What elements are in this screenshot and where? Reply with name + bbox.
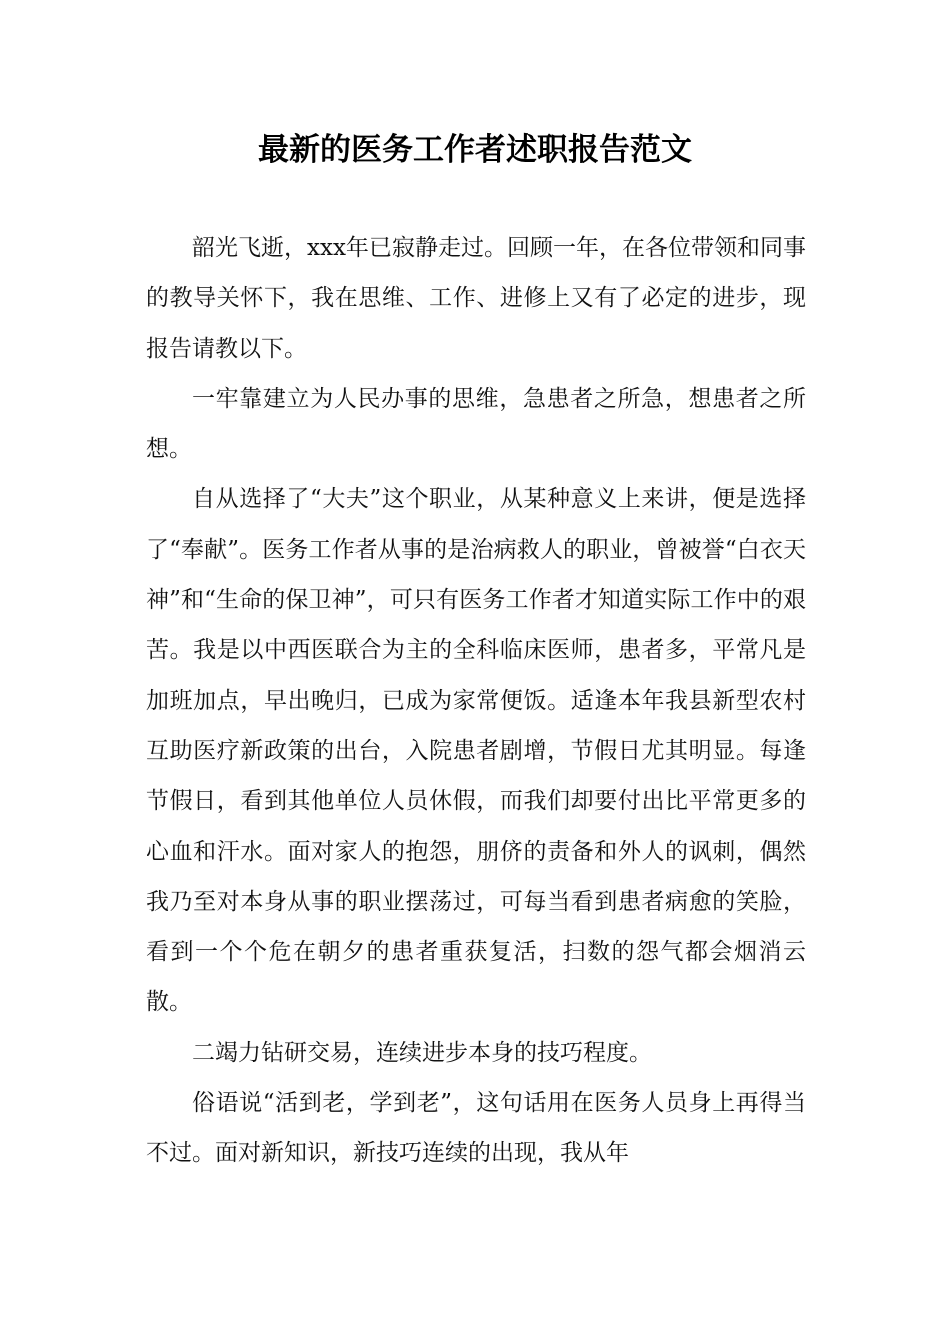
document-title: 最新的医务工作者述职报告范文: [258, 132, 692, 168]
paragraph-heading-two: 二竭力钻研交易，连续进步本身的技巧程度。: [192, 1039, 652, 1066]
paragraph-intro: 韶光飞逝，xxx年已寂静走过。回顾一年，在各位带领和同事的教导关怀下，我在思维、工作、进修上又有了必定的进步，现报告请教以下。: [146, 235, 806, 362]
paragraph-heading-one: 一牢靠建立为人民办事的思维，急患者之所急，想患者之所想。: [146, 385, 806, 463]
document-body: [146, 223, 806, 1179]
paragraph-learning: 俗语说“活到老，学到老”，这句话用在医务人员身上再得当不过。面对新知识，新技巧连续的出现，我从年: [146, 1090, 806, 1167]
paragraph-dedication: 自从选择了“大夫”这个职业，从某种意义上来讲，便是选择了“奉献”。医务工作者从事的是治病救人的职业，曾被誉“白衣天神”和“生命的保卫神”，可只有医务工作者才知道实际工作中的艰苦。我是以中西医联合为主的全科临床医师，患者多，平常凡是加班加点，早出晚归，已成为家常便饭。适逢本年我县新型农村互助医疗新政策的出台，入院患者剧增，节假日尤其明显。每逢节假日，看到其他单位人员休假，而我们却要付出比平常更多的心血和汗水。面对家人的抱怨，朋侪的责备和外人的讽刺，偶然我乃至对本身从事的职业摆荡过，可每当看到患者病愈的笑脸，看到一个个危在朝夕的患者重获复活，扫数的怨气都会烟消云散。: [146, 486, 806, 1016]
